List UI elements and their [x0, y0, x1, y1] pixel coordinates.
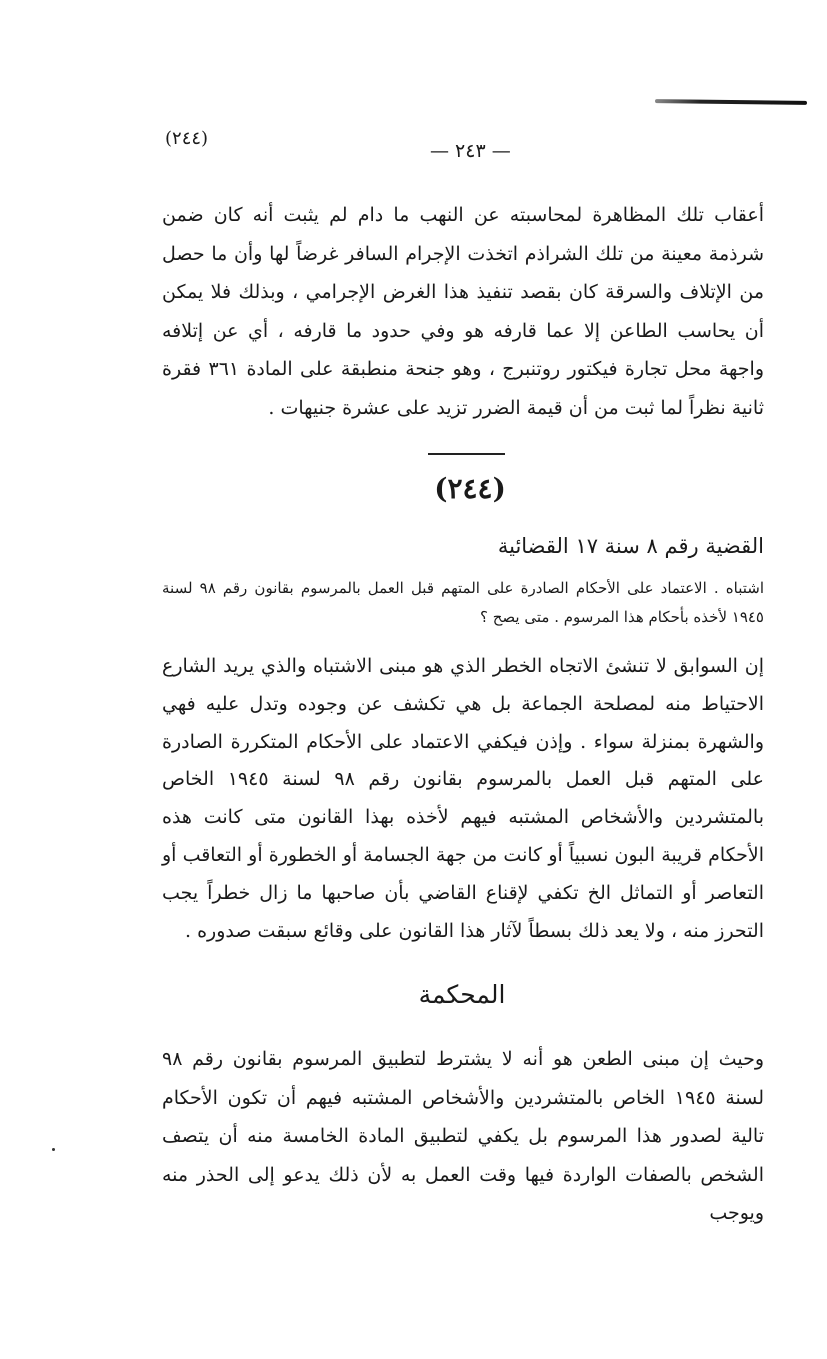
- continued-paragraph: أعقاب تلك المظاهرة لمحاسبته عن النهب ما دام لم يثبت أنه كان ضمن شرذمة معينة من تلك الشراذم اتخذت الإجرام السافر غرضاً لها وأن ما حصل من الإتلاف والسرقة كان بقصد تنفيذ هذا الغرض الإجرامي ، وبذلك فلا يمكن أن يحاسب الطاعن إلا عما قارفه هو وفي حدود ما قارفه ، أي عن إتلافه واجهة محل تجارة فيكتور روتنبرج ، وهو جنحة منطبقة على المادة ٣٦١ فقرة ثانية نظراً لما ثبت من أن قيمة الضرر تزيد على عشرة جنيهات .: [162, 204, 765, 419]
- court-heading: المحكمة: [418, 980, 506, 1009]
- section-divider: [428, 453, 505, 455]
- case-title: القضية رقم ٨ سنة ١٧ القضائية: [497, 534, 764, 558]
- running-case-reference: (٢٤٤): [165, 128, 209, 149]
- court-reasoning-paragraph: وحيث إن مبنى الطعن هو أنه لا يشترط لتطبيق المرسوم بقانون رقم ٩٨ لسنة ١٩٤٥ الخاص بالمتشردين والأشخاص المشتبه فيهم أن تكون الأحكام تالية لصدور هذا المرسوم بل يكفي لتطبيق المادة الخامسة منه أن يتصف الشخص بالصفات الواردة فيها وقت العمل به لأن ذلك يدعو إلى الحذر منه ويوجب: [162, 1048, 764, 1224]
- case-summary: اشتباه . الاعتماد على الأحكام الصادرة على المتهم قبل العمل بالمرسوم بقانون رقم ٩٨ لسنة ١٩٤٥ لأخذه بأحكام هذا المرسوم . متى يصح ؟: [162, 579, 764, 626]
- scan-speck: [52, 1148, 55, 1151]
- page-number: — ٢٤٣ —: [430, 140, 511, 162]
- legal-principle-paragraph: إن السوابق لا تنشئ الاتجاه الخطر الذي هو مبنى الاشتباه والذي يريد الشارع الاحتياط منه لمصلحة الجماعة بل هي تكشف عن وجوده وتدل عليه فهي والشهرة بمنزلة سواء . وإذن فيكفي الاعتماد على الأحكام المتكررة الصادرة على المتهم قبل العمل بالمرسوم بقانون رقم ٩٨ لسنة ١٩٤٥ الخاص بالمتشردين والأشخاص المشتبه فيهم لأخذه بهذا القانون متى كانت هذه الأحكام قريبة البون نسبياً أو كانت من جهة الجسامة أو الخطورة أو التعاقب أو التعاصر أو التماثل الخ تكفي لإقناع القاضي بأن صاحبها ما زال خطراً يجب التحرز منه ، ولا يعد ذلك بسطاً لآثار هذا القانون على وقائع سبقت صدوره .: [162, 655, 764, 942]
- case-number: (٢٤٤): [434, 472, 506, 505]
- scan-edge-mark: [655, 99, 807, 105]
